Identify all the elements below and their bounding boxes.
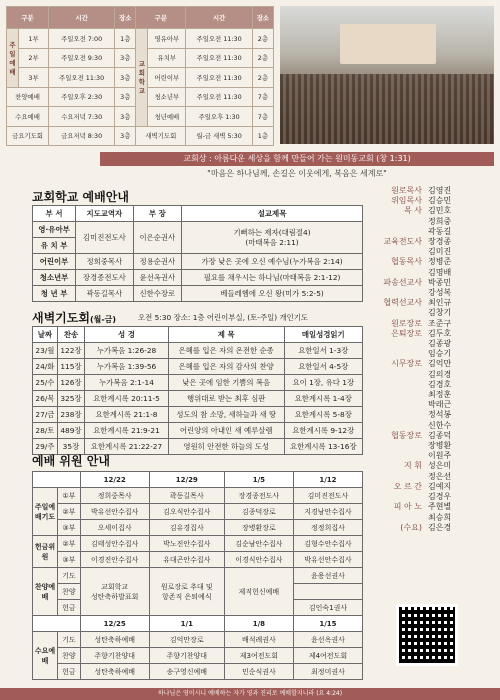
head-cell: 신한수장로 [133, 286, 182, 302]
name-cell: 배석례권사 [224, 632, 293, 648]
hymn-cell: 35장 [57, 439, 84, 455]
staff-name: 최인규 [428, 298, 452, 308]
staff-name: 김종덕 [428, 430, 452, 440]
name-cell: 민순식권사 [224, 664, 293, 680]
staff-row [366, 247, 494, 257]
hymn-cell: 122장 [57, 343, 84, 359]
staff-row [366, 257, 494, 267]
staff-row [366, 268, 494, 278]
staff-row [366, 390, 494, 400]
staff-role: 시무장로 [391, 359, 422, 369]
col-header: 부 서 [33, 206, 76, 222]
name-cell: 박노진안수집사 [149, 536, 224, 552]
head-cell: 이은순권사 [133, 222, 182, 254]
staff-name: 김승민 [428, 196, 452, 206]
name-cell: 윤선옥권사 [293, 632, 362, 648]
staff-role: (수요) [400, 522, 422, 532]
service-label: 청소년부 [148, 87, 186, 106]
part-cell: 기도 [58, 568, 81, 584]
staff-name: 장경종 [428, 237, 452, 247]
staff-name: 주현별 [428, 502, 452, 512]
staff-role [366, 339, 426, 349]
pews-shape [280, 74, 494, 144]
name-cell: 곽동길목사 [149, 488, 224, 504]
part-cell: 헌금 [58, 600, 81, 616]
staff-row [366, 513, 494, 523]
ref-cell: 누가복음 1:39-56 [85, 359, 169, 375]
service-schedule-table [6, 6, 274, 146]
staff-row [366, 186, 494, 196]
qr-code-icon[interactable] [396, 604, 458, 666]
date-header: 1/15 [293, 616, 362, 632]
blank-header [33, 472, 81, 488]
service-place: 2층 [252, 48, 273, 67]
date-header: 1/8 [224, 616, 293, 632]
staff-role [366, 268, 426, 278]
staff-role: 은퇴장로 [391, 328, 422, 338]
praise-cell: 교회학교 성탄축하발표회 [80, 568, 149, 616]
staff-role [366, 308, 426, 318]
service-label: 1부 [19, 29, 49, 48]
staff-role [366, 421, 426, 431]
topic-cell: 은혜를 입은 자의 온전한 순종 [168, 343, 284, 359]
staff-row [366, 400, 494, 410]
ref-cell: 누가복음 2:1-14 [85, 375, 169, 391]
hymn-cell: 238장 [57, 407, 84, 423]
name-cell: 김종덕장로 [224, 504, 293, 520]
staff-name: 김두호 [428, 328, 452, 338]
staff-name: 김은경 [428, 522, 452, 532]
staff-role [366, 227, 426, 237]
staff-row [366, 451, 494, 461]
date-cell: 29/주 [33, 439, 58, 455]
service-time: 주일오전 7:00 [49, 29, 115, 48]
ref-cell: 요한계시록 21:1-8 [85, 407, 169, 423]
ref-cell: 요한계시록 21:9-21 [85, 423, 169, 439]
name-cell: 유대곤안수집사 [149, 552, 224, 568]
service-label: 영유아부 [148, 29, 186, 48]
col-header: 장소 [115, 7, 136, 29]
col-header: 설교제목 [182, 206, 363, 222]
dawn-table [32, 326, 363, 455]
staff-name: 박종민 [428, 277, 452, 287]
date-header: 12/29 [149, 472, 224, 488]
service-time: 주일오전 11:30 [186, 68, 253, 87]
staff-row [366, 502, 494, 512]
category-school: 교회학교 [136, 29, 148, 126]
staff-name: 이원주 [428, 451, 452, 461]
service-place: 3층 [115, 87, 136, 106]
praise-cell: 원로장로 추대 및 항존직 은퇴예식 [149, 568, 224, 616]
service-place: 2층 [252, 68, 273, 87]
dept-cell: 어린이부 [33, 254, 76, 270]
part-cell: ②부 [58, 504, 81, 520]
service-place: 1층 [252, 126, 273, 146]
service-place: 2층 [252, 29, 273, 48]
staff-row [366, 349, 494, 359]
staff-role: 교육전도사 [383, 237, 422, 247]
staff-name: 김영진 [428, 186, 452, 195]
date-header: 1/5 [224, 472, 293, 488]
staff-role [366, 472, 426, 482]
staff-name: 김억만 [428, 359, 452, 369]
read-cell: 요한계시록 5-8장 [284, 407, 362, 423]
name-cell: 박유선안수집사 [80, 504, 149, 520]
staff-name: 임승기 [428, 349, 452, 359]
staff-row [366, 339, 494, 349]
staff-name: 정석봉 [428, 410, 452, 420]
service-place: 7층 [252, 87, 273, 106]
col-header: 시간 [49, 7, 115, 29]
name-cell: 정희중목사 [80, 488, 149, 504]
service-time: 주일오전 9:30 [49, 48, 115, 67]
staff-name: 김예지 [428, 481, 452, 491]
staff-role [366, 492, 426, 502]
group-label: 수요예배 [33, 632, 58, 680]
topic-cell: 은혜를 입은 자의 감사의 찬양 [168, 359, 284, 375]
ref-cell: 요한계시록 20:11-5 [85, 391, 169, 407]
duty-table [32, 471, 363, 680]
staff-name: 정희중 [428, 216, 452, 226]
sermon-cell: 가장 낮은 곳에 오신 예수님(누가복음 2:14) [182, 254, 363, 270]
staff-row [366, 410, 494, 420]
group-label: 주일예배기도 [33, 488, 58, 536]
service-time: 주일오전 11:30 [186, 29, 253, 48]
name-cell: 김억만장로 [149, 632, 224, 648]
staff-role [366, 349, 426, 359]
staff-row [366, 441, 494, 451]
vision-banner: 교회상 : 아름다운 세상을 함께 만들어 가는 원미동교회 (창 1:31) [100, 152, 494, 166]
service-label: 찬양예배 [7, 87, 49, 106]
read-cell: 요한계시록 9-12장 [284, 423, 362, 439]
service-time: 주일오전 11:30 [186, 87, 253, 106]
name-cell: 이경식안수집사 [224, 552, 293, 568]
service-time: 주일오후 2:30 [49, 87, 115, 106]
staff-row [366, 492, 494, 502]
service-time: 월-금 새벽 5:30 [186, 126, 253, 146]
part-cell: 찬양 [58, 648, 81, 664]
staff-role: 피 아 노 [393, 502, 422, 512]
read-cell: 요한계시록 13-16장 [284, 439, 362, 455]
service-place: 3층 [115, 126, 136, 146]
name-cell: 이경진안수집사 [80, 552, 149, 568]
head-cell: 윤선옥권사 [133, 270, 182, 286]
name-cell: 김인숙1권사 [293, 600, 362, 616]
staff-role [366, 380, 426, 390]
staff-role: 위임목사 [391, 196, 422, 206]
service-time: 주일오전 11:30 [186, 48, 253, 67]
dawn-info: 오전 5:30 장소: 1층 어린이부실, (토-주일) 개인기도 [138, 313, 309, 322]
dawn-title [32, 309, 116, 326]
service-label: 3부 [19, 68, 49, 87]
staff-name: 곽동길 [428, 226, 452, 236]
date-cell: 28/토 [33, 423, 58, 439]
staff-name: 최승희 [428, 512, 452, 522]
col-header: 구분 [136, 7, 186, 29]
service-place: 3층 [115, 48, 136, 67]
sermon-cell: 베들레헴에 오신 왕(미가 5:2-5) [182, 286, 363, 302]
topic-cell: 성도의 참 소망, 새하늘과 새 땅 [168, 407, 284, 423]
name-cell: 김순남안수집사 [224, 536, 293, 552]
hymn-cell: 115장 [57, 359, 84, 375]
table-row [33, 407, 363, 423]
slogan: "마음은 하나님께, 손길은 이웃에게, 복음은 세계로" [207, 169, 387, 178]
staff-name: 김미진 [428, 247, 452, 257]
service-label: 금요기도회 [7, 126, 49, 146]
col-header: 시간 [186, 7, 253, 29]
staff-name: 김창기 [428, 308, 452, 318]
date-header: 12/22 [80, 472, 149, 488]
duty-title: 예배 위원 안내 [32, 454, 110, 468]
staff-role: 협동목사 [391, 257, 422, 267]
staff-name: 강성복 [428, 288, 452, 298]
pastor-cell: 곽동길목사 [76, 286, 133, 302]
staff-role [366, 410, 426, 420]
name-cell: 제4여전도회 [293, 648, 362, 664]
staff-role [366, 217, 426, 227]
col-header: 지도교역자 [76, 206, 133, 222]
name-cell: 지경남안수집사 [293, 504, 362, 520]
staff-row [366, 380, 494, 390]
hymn-cell: 325장 [57, 391, 84, 407]
col-header: 매일성경읽기 [284, 327, 362, 343]
staff-role [366, 370, 426, 380]
dawn-title-text: 새벽기도회 [32, 311, 90, 325]
staff-name: 김경우 [428, 492, 452, 502]
staff-row [366, 523, 494, 533]
part-cell: ③부 [58, 552, 81, 568]
col-header: 성 경 [85, 327, 169, 343]
service-time: 금요저녁 8:30 [49, 126, 115, 146]
ref-cell: 요한계시록 21:22-27 [85, 439, 169, 455]
table-row [33, 423, 363, 439]
staff-name: 김민호 [428, 206, 452, 216]
name-cell [293, 584, 362, 600]
name-cell: 장병환장로 [224, 520, 293, 536]
group-label: 찬양예배 [33, 568, 58, 616]
name-cell: 오세이집사 [80, 520, 149, 536]
staff-row [366, 196, 494, 206]
staff-name: 최정훈 [428, 390, 452, 400]
name-cell: 성탄축하예배 [80, 632, 149, 648]
staff-role: 지 휘 [404, 461, 422, 471]
staff-role: 목 사 [404, 206, 422, 216]
staff-role [366, 513, 426, 523]
col-header: 찬송 [57, 327, 84, 343]
group-label: 헌금위원 [33, 536, 58, 568]
footer-verse: 하나님은 영이시니 예배하는 자가 영과 진리로 예배할지니라 (요 4:24) [0, 688, 500, 700]
date-cell: 23/월 [33, 343, 58, 359]
staff-name: 김의경 [428, 369, 452, 379]
dept-cell: 청소년부 [33, 270, 76, 286]
staff-row [366, 206, 494, 216]
staff-role [366, 441, 426, 451]
service-label: 수요예배 [7, 107, 49, 126]
service-place: 3층 [115, 107, 136, 126]
date-header: 1/12 [293, 472, 362, 488]
service-label: 2부 [19, 48, 49, 67]
read-cell: 요한계시록 1-4장 [284, 391, 362, 407]
date-cell: 27/금 [33, 407, 58, 423]
staff-name: 박래근 [428, 400, 452, 410]
col-header: 장소 [252, 7, 273, 29]
staff-row [366, 472, 494, 482]
service-time: 주일오전 11:30 [49, 68, 115, 87]
name-cell: 성탄축하예배 [80, 664, 149, 680]
date-cell: 26/목 [33, 391, 58, 407]
staff-role [366, 390, 426, 400]
staff-name: 조준구 [428, 318, 452, 328]
date-header: 12/25 [80, 616, 149, 632]
staff-row [366, 308, 494, 318]
staff-row [366, 237, 494, 247]
staff-name: 장병환 [428, 441, 452, 451]
staff-role: 협력선교사 [383, 298, 422, 308]
col-header: 부 장 [133, 206, 182, 222]
read-cell: 요이 1장, 유다 1장 [284, 375, 362, 391]
topic-cell: 영원히 안전한 하늘의 도성 [168, 439, 284, 455]
service-place: 1층 [115, 29, 136, 48]
staff-row [366, 217, 494, 227]
staff-name: 정은선 [428, 471, 452, 481]
staff-list [366, 186, 494, 533]
name-cell: 정정희집사 [293, 520, 362, 536]
name-cell: 주향기찬양대 [80, 648, 149, 664]
staff-row [366, 421, 494, 431]
staff-row [366, 431, 494, 441]
service-time: 주일오후 1:30 [186, 107, 253, 126]
name-cell: 주향기찬양대 [149, 648, 224, 664]
name-cell: 제3여전도회 [224, 648, 293, 664]
service-label: 유치부 [148, 48, 186, 67]
ref-cell: 누가복음 1:26-28 [85, 343, 169, 359]
staff-role [366, 400, 426, 410]
part-cell: 찬양 [58, 584, 81, 600]
name-cell: 장경종전도사 [224, 488, 293, 504]
sermon-cell: 기뻐하는 제자(대림절4) (마태복음 2:11) [182, 222, 363, 254]
service-label: 청년예배 [148, 107, 186, 126]
school-title: 교회학교 예배안내 [32, 190, 129, 204]
staff-row [366, 370, 494, 380]
staff-role: 협동장로 [391, 430, 422, 440]
sanctuary-photo [280, 6, 494, 144]
col-header: 날짜 [33, 327, 58, 343]
part-cell: 기도 [58, 632, 81, 648]
name-cell: 김오식안수집사 [149, 504, 224, 520]
staff-name: 김명배 [428, 267, 452, 277]
topic-cell: 행위대로 받는 최후 심판 [168, 391, 284, 407]
pastor-cell: 정희중목사 [76, 254, 133, 270]
date-cell: 24/화 [33, 359, 58, 375]
staff-role [366, 288, 426, 298]
dept-cell: 영·유아부 [33, 222, 76, 238]
staff-role [366, 451, 426, 461]
staff-role: 원로목사 [391, 186, 422, 195]
date-cell: 25/수 [33, 375, 58, 391]
name-cell: 송구영신예배 [149, 664, 224, 680]
staff-name: 신한수 [428, 420, 452, 430]
staff-row [366, 359, 494, 369]
date-header: 1/1 [149, 616, 224, 632]
dept-cell: 청 년 부 [33, 286, 76, 302]
staff-name: 성은미 [428, 461, 452, 471]
hymn-cell: 489장 [57, 423, 84, 439]
name-cell: 김미진전도사 [293, 488, 362, 504]
blank-header [33, 616, 81, 632]
service-place: 3층 [115, 68, 136, 87]
praise-cell: 제직헌신예배 [224, 568, 293, 616]
col-header: 구분 [7, 7, 49, 29]
service-place: 7층 [252, 107, 273, 126]
staff-row [366, 329, 494, 339]
staff-row [366, 319, 494, 329]
part-cell: ②부 [58, 536, 81, 552]
staff-name: 김종광 [428, 339, 452, 349]
name-cell: 김태성안수집사 [80, 536, 149, 552]
table-row [33, 343, 363, 359]
topic-cell: 어린양의 아내인 새 예루살렘 [168, 423, 284, 439]
name-cell: 김유경집사 [149, 520, 224, 536]
stage-shape [340, 24, 436, 64]
staff-role [366, 247, 426, 257]
table-row [33, 375, 363, 391]
name-cell: 최정미권사 [293, 664, 362, 680]
hymn-cell: 126장 [57, 375, 84, 391]
staff-row [366, 461, 494, 471]
part-cell: ③부 [58, 520, 81, 536]
staff-row [366, 278, 494, 288]
service-time: 수요저녁 7:30 [49, 107, 115, 126]
category-sunday: 주일예배 [7, 29, 19, 87]
dept-cell: 유 치 부 [33, 238, 76, 254]
part-cell: 헌금 [58, 664, 81, 680]
read-cell: 요한일서 4-5장 [284, 359, 362, 375]
pastor-cell: 장경종전도사 [76, 270, 133, 286]
pastor-cell: 김미진전도사 [76, 222, 133, 254]
school-table [32, 205, 363, 302]
name-cell: 박유선안수집사 [293, 552, 362, 568]
staff-row [366, 227, 494, 237]
col-header: 제 목 [168, 327, 284, 343]
head-cell: 정용순권사 [133, 254, 182, 270]
dawn-title-suffix: (월-금) [89, 315, 117, 324]
name-cell: 김형수안수집사 [293, 536, 362, 552]
part-cell: ①부 [58, 488, 81, 504]
staff-row [366, 288, 494, 298]
staff-role: 원로장로 [391, 318, 422, 328]
staff-role: 오 르 간 [393, 481, 422, 491]
table-row [33, 359, 363, 375]
staff-role: 파송선교사 [383, 277, 422, 287]
topic-cell: 낮은 곳에 임한 기쁨의 복음 [168, 375, 284, 391]
table-row [33, 391, 363, 407]
service-label: 어린이부 [148, 68, 186, 87]
staff-name: 정병준 [428, 257, 452, 267]
service-label: 새벽기도회 [136, 126, 186, 146]
staff-row [366, 482, 494, 492]
staff-name: 김경호 [428, 379, 452, 389]
sermon-cell: 필요를 채우시는 하나님(마태복음 2:1-12) [182, 270, 363, 286]
read-cell: 요한일서 1-3장 [284, 343, 362, 359]
name-cell: 윤용선권사 [293, 568, 362, 584]
staff-row [366, 298, 494, 308]
